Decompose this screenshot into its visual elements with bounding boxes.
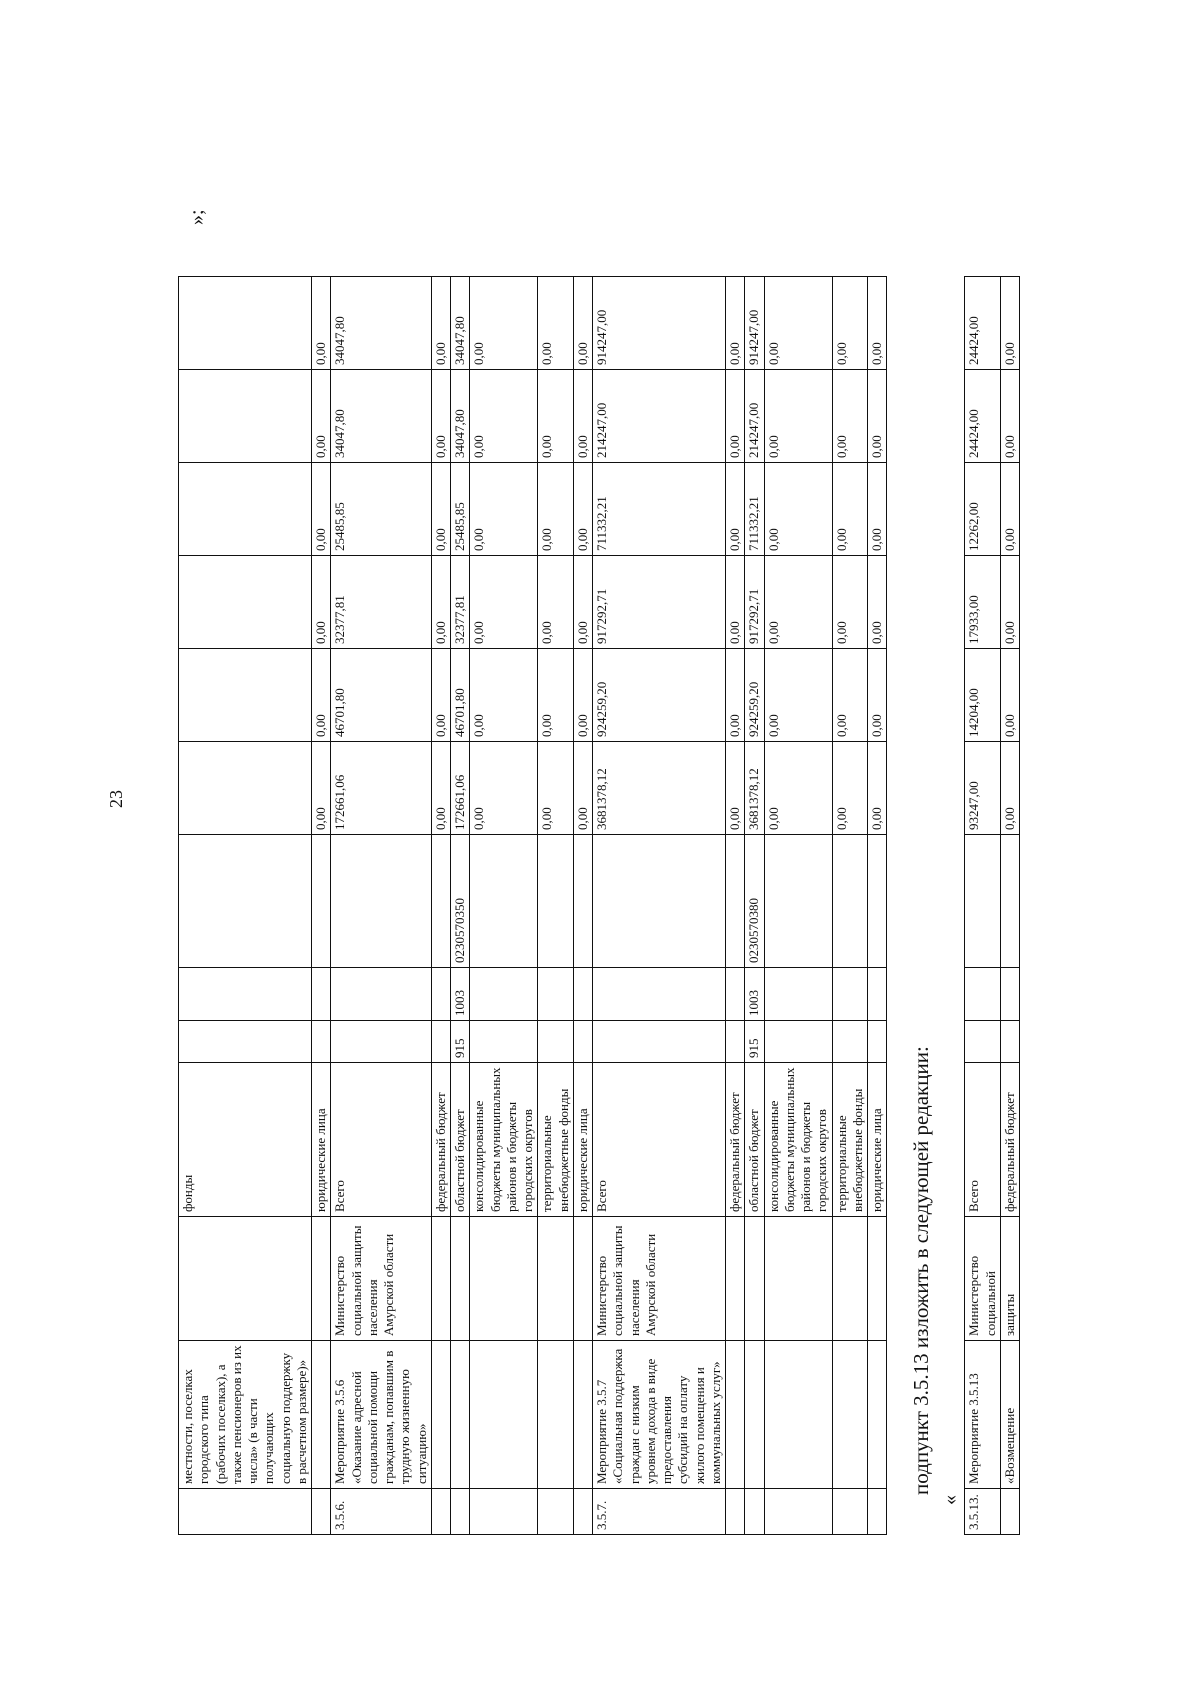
budget-table-cell (726, 1341, 745, 1489)
budget-table-cell: 0,00 (832, 649, 868, 742)
budget-table-cell: 0,00 (868, 556, 887, 649)
budget-table-cell (312, 1489, 331, 1535)
amended-table-cell: Мероприятие 3.5.13 (965, 1341, 1001, 1489)
budget-table-cell: 0,00 (868, 370, 887, 463)
budget-table-cell (431, 1217, 450, 1341)
budget-table-cell: 0,00 (764, 742, 832, 835)
budget-table-cell: 0,00 (832, 556, 868, 649)
budget-table-cell: 34047,80 (451, 370, 470, 463)
budget-table-cell: 0,00 (312, 556, 331, 649)
rotated-content (178, 135, 1200, 1535)
amended-table-row (965, 277, 1001, 1535)
budget-table-cell: 0,00 (764, 370, 832, 463)
budget-table-cell (726, 1217, 745, 1341)
budget-table-cell (331, 835, 432, 968)
budget-table-cell (573, 1489, 592, 1535)
amended-table-cell: 3.5.13. (965, 1489, 1001, 1535)
budget-table-cell (868, 1341, 887, 1489)
budget-table-cell: 0,00 (573, 277, 592, 370)
budget-table-cell (431, 1489, 450, 1535)
budget-table-cell: 0,00 (832, 742, 868, 835)
budget-table-cell: 0,00 (573, 556, 592, 649)
budget-table-cell: 1003 (451, 968, 470, 1021)
budget-table-cell: 0,00 (868, 277, 887, 370)
budget-table-cell: 34047,80 (451, 277, 470, 370)
budget-table-cell: 0,00 (470, 277, 538, 370)
budget-table-cell (726, 968, 745, 1021)
budget-table-row (726, 277, 745, 1535)
budget-table-cell: 914247,00 (593, 277, 726, 370)
amended-table-cell: 0,00 (1000, 556, 1019, 649)
budget-table-cell (179, 968, 312, 1021)
budget-table-cell: 0,00 (832, 277, 868, 370)
budget-table-cell (312, 835, 331, 968)
budget-table-cell (538, 1341, 574, 1489)
budget-table-cell (832, 1021, 868, 1063)
budget-table-row (593, 277, 726, 1535)
budget-table-cell (764, 1021, 832, 1063)
budget-table-cell: 917292,71 (593, 556, 726, 649)
budget-table-cell: 711332,21 (593, 463, 726, 556)
budget-table-cell: 1003 (745, 968, 764, 1021)
budget-table-cell (726, 835, 745, 968)
budget-table-cell (593, 968, 726, 1021)
budget-table-cell (573, 1341, 592, 1489)
budget-table-cell (764, 1341, 832, 1489)
budget-table-cell: 0230570380 (745, 835, 764, 968)
amended-table (964, 276, 1020, 1535)
budget-table-cell (431, 835, 450, 968)
budget-table-cell: 711332,21 (745, 463, 764, 556)
amended-table-row (1000, 277, 1019, 1535)
budget-table-cell: 25485,85 (331, 463, 432, 556)
budget-table-cell: 172661,06 (331, 742, 432, 835)
amended-table-cell: Всего (965, 1063, 1001, 1217)
budget-table-cell: 0,00 (312, 277, 331, 370)
budget-table-cell (312, 1341, 331, 1489)
amended-table-cell: 0,00 (1000, 463, 1019, 556)
budget-table-cell: 0,00 (868, 463, 887, 556)
budget-table-cell: 0,00 (312, 370, 331, 463)
budget-table-cell: Мероприятие 3.5.7 «Социальная поддержка граждан с низким уровнем дохода в виде предоставления субсидий на оплату жилого помещения и коммунальных услуг» (593, 1341, 726, 1489)
budget-table-cell: 25485,85 (451, 463, 470, 556)
budget-table-cell (593, 1021, 726, 1063)
budget-table-cell: 0,00 (764, 556, 832, 649)
budget-table-cell: 0,00 (726, 463, 745, 556)
budget-table-cell (573, 1217, 592, 1341)
budget-table-cell: 0230570350 (451, 835, 470, 968)
budget-table-cell: консолидированные бюджеты муниципальных районов и бюджеты городских округов (764, 1063, 832, 1217)
budget-table-cell: Министерство социальной защиты населения Амурской области (593, 1217, 726, 1341)
budget-table-cell (832, 1489, 868, 1535)
budget-table-cell: 917292,71 (745, 556, 764, 649)
amended-table-cell: защиты (1000, 1217, 1019, 1341)
budget-table-cell: 0,00 (726, 556, 745, 649)
budget-table-cell: 3.5.6. (331, 1489, 432, 1535)
budget-table-cell (868, 1489, 887, 1535)
budget-table-cell: 32377,81 (331, 556, 432, 649)
amended-table-cell (965, 1021, 1001, 1063)
budget-table-cell (312, 968, 331, 1021)
budget-table-cell: 0,00 (726, 370, 745, 463)
budget-table-cell: 0,00 (312, 649, 331, 742)
budget-table-cell: 0,00 (832, 463, 868, 556)
budget-table-cell: 0,00 (538, 277, 574, 370)
budget-table-cell: юридические лица (312, 1063, 331, 1217)
page-number: 23 (106, 790, 126, 808)
amended-table-cell (965, 835, 1001, 968)
budget-table-cell (451, 1341, 470, 1489)
budget-table-cell (470, 968, 538, 1021)
amended-table-cell: «Возмещение (1000, 1341, 1019, 1489)
budget-table-cell: 0,00 (538, 370, 574, 463)
budget-table-cell: Всего (331, 1063, 432, 1217)
budget-table-cell: территориальные внебюджетные фонды (538, 1063, 574, 1217)
budget-table-cell: 0,00 (312, 463, 331, 556)
budget-table-cell (179, 1021, 312, 1063)
budget-table-cell: 0,00 (431, 649, 450, 742)
budget-table-cell: Министерство социальной защиты населения Амурской области (331, 1217, 432, 1341)
budget-table-cell (726, 1021, 745, 1063)
amended-table-cell: 24424,00 (965, 370, 1001, 463)
budget-table-cell: 34047,80 (331, 370, 432, 463)
budget-table-cell (573, 968, 592, 1021)
amended-table-cell: 0,00 (1000, 649, 1019, 742)
amended-table-cell (965, 968, 1001, 1021)
budget-table-cell (179, 742, 312, 835)
budget-table-cell: 0,00 (470, 742, 538, 835)
budget-table-cell (764, 1217, 832, 1341)
budget-table-cell: 0,00 (470, 370, 538, 463)
budget-table-cell: 0,00 (868, 649, 887, 742)
budget-table-cell (745, 1341, 764, 1489)
budget-table-cell: 0,00 (538, 742, 574, 835)
budget-table-cell (868, 968, 887, 1021)
budget-table-cell: 0,00 (832, 370, 868, 463)
budget-table-cell: 3.5.7. (593, 1489, 726, 1535)
amended-table-cell: 0,00 (1000, 277, 1019, 370)
budget-table-cell: консолидированные бюджеты муниципальных районов и бюджеты городских округов (470, 1063, 538, 1217)
budget-table-cell (179, 649, 312, 742)
budget-table-cell: федеральный бюджет (726, 1063, 745, 1217)
budget-table-cell: 915 (745, 1021, 764, 1063)
budget-table-cell: 0,00 (431, 463, 450, 556)
budget-table-row (745, 277, 764, 1535)
amended-table-cell: 12262,00 (965, 463, 1001, 556)
budget-table-cell: 3681378,12 (745, 742, 764, 835)
budget-table-cell (868, 835, 887, 968)
budget-table-row (431, 277, 450, 1535)
budget-table-row (538, 277, 574, 1535)
budget-table-cell: 172661,06 (451, 742, 470, 835)
budget-table-row (331, 277, 432, 1535)
budget-table-cell (431, 1341, 450, 1489)
budget-table-cell: 915 (451, 1021, 470, 1063)
amended-table-cell: 24424,00 (965, 277, 1001, 370)
budget-table-cell (832, 835, 868, 968)
budget-table-row (764, 277, 832, 1535)
budget-table-cell (431, 968, 450, 1021)
budget-table-cell (451, 1489, 470, 1535)
budget-table-cell: 214247,00 (593, 370, 726, 463)
opening-quote: « (939, 1495, 962, 1505)
budget-table-row (451, 277, 470, 1535)
budget-table-cell: 0,00 (538, 556, 574, 649)
budget-table-cell: 0,00 (431, 277, 450, 370)
budget-table-cell: 0,00 (538, 649, 574, 742)
budget-table-cell (179, 556, 312, 649)
budget-table-cell: 0,00 (538, 463, 574, 556)
amended-table-cell: 0,00 (1000, 742, 1019, 835)
budget-table-cell: юридические лица (868, 1063, 887, 1217)
budget-table-cell (179, 1489, 312, 1535)
budget-table-cell: 0,00 (573, 370, 592, 463)
budget-table-cell (179, 463, 312, 556)
budget-table-cell: 0,00 (573, 463, 592, 556)
budget-table-cell: Мероприятие 3.5.6 «Оказание адресной социальной помощи гражданам, попавшим в трудную жизненную ситуацию» (331, 1341, 432, 1489)
budget-table-cell: 0,00 (726, 277, 745, 370)
budget-table-cell: 3681378,12 (593, 742, 726, 835)
budget-table-cell: 924259,20 (593, 649, 726, 742)
budget-table-cell: 46701,80 (331, 649, 432, 742)
budget-table-cell (832, 968, 868, 1021)
budget-table-cell (179, 835, 312, 968)
budget-table-cell (538, 1021, 574, 1063)
budget-table-cell (832, 1341, 868, 1489)
budget-table-cell (745, 1489, 764, 1535)
budget-table-cell (431, 1021, 450, 1063)
budget-table-cell: юридические лица (573, 1063, 592, 1217)
budget-table-cell (764, 1489, 832, 1535)
budget-table-cell: 0,00 (868, 742, 887, 835)
budget-table-cell (312, 1217, 331, 1341)
budget-table-cell: федеральный бюджет (431, 1063, 450, 1217)
budget-table-cell (538, 1217, 574, 1341)
budget-table-cell (868, 1021, 887, 1063)
budget-table-cell: 0,00 (764, 277, 832, 370)
budget-table-cell: Всего (593, 1063, 726, 1217)
budget-table-cell (470, 1489, 538, 1535)
budget-table-row (832, 277, 868, 1535)
budget-table-row (179, 277, 312, 1535)
budget-table (178, 276, 887, 1535)
budget-table-cell (745, 1217, 764, 1341)
budget-table-cell (470, 1341, 538, 1489)
budget-table-cell (726, 1489, 745, 1535)
amended-table-cell (1000, 968, 1019, 1021)
amended-table-cell (1000, 835, 1019, 968)
budget-table-cell: 46701,80 (451, 649, 470, 742)
budget-table-cell (470, 1021, 538, 1063)
budget-table-cell: 0,00 (726, 649, 745, 742)
amended-table-cell: Министерство социальной (965, 1217, 1001, 1341)
budget-table-cell (331, 968, 432, 1021)
budget-table-cell: 0,00 (312, 742, 331, 835)
budget-table-cell (573, 1021, 592, 1063)
budget-table-row (312, 277, 331, 1535)
budget-table-cell: 914247,00 (745, 277, 764, 370)
budget-table-cell: 214247,00 (745, 370, 764, 463)
amended-table-cell: федеральный бюджет (1000, 1063, 1019, 1217)
budget-table-cell (470, 1217, 538, 1341)
budget-table-cell: 32377,81 (451, 556, 470, 649)
amended-table-cell: 17933,00 (965, 556, 1001, 649)
budget-table-cell: 0,00 (470, 649, 538, 742)
budget-table-cell: территориальные внебюджетные фонды (832, 1063, 868, 1217)
budget-table-cell (312, 1021, 331, 1063)
budget-table-cell (179, 1217, 312, 1341)
budget-table-cell: 924259,20 (745, 649, 764, 742)
budget-table-cell: 34047,80 (331, 277, 432, 370)
budget-table-cell: местности, поселках городского типа (рабочих поселках), а также пенсионеров из их числа» (в части получающих социальную поддержку в расчетном размере)» (179, 1341, 312, 1489)
budget-table-cell (179, 370, 312, 463)
budget-table-cell (832, 1217, 868, 1341)
budget-table-cell: 0,00 (470, 463, 538, 556)
budget-table-cell (593, 835, 726, 968)
amendment-heading: подпункт 3.5.13 изложить в следующей редакции: (909, 1046, 934, 1495)
amended-table-cell: 0,00 (1000, 370, 1019, 463)
amended-table-cell: 93247,00 (965, 742, 1001, 835)
budget-table-cell: 0,00 (726, 742, 745, 835)
amended-table-cell (1000, 1021, 1019, 1063)
budget-table-cell (331, 1021, 432, 1063)
closing-quote: »; (186, 209, 208, 225)
amended-table-cell (1000, 1489, 1019, 1535)
budget-table-cell (470, 835, 538, 968)
budget-table-cell: 0,00 (573, 649, 592, 742)
budget-table-cell: областной бюджет (451, 1063, 470, 1217)
budget-table-cell: 0,00 (431, 370, 450, 463)
budget-table-cell (538, 1489, 574, 1535)
budget-table-row (470, 277, 538, 1535)
budget-table-cell: областной бюджет (745, 1063, 764, 1217)
budget-table-cell (179, 277, 312, 370)
budget-table-cell: 0,00 (764, 649, 832, 742)
amended-table-cell: 14204,00 (965, 649, 1001, 742)
budget-table-cell (764, 968, 832, 1021)
budget-table-cell: 0,00 (431, 556, 450, 649)
budget-table-row (868, 277, 887, 1535)
budget-table-cell: фонды (179, 1063, 312, 1217)
budget-table-cell (573, 835, 592, 968)
budget-table-cell: 0,00 (470, 556, 538, 649)
budget-table-cell (538, 835, 574, 968)
budget-table-cell (451, 1217, 470, 1341)
budget-table-cell: 0,00 (431, 742, 450, 835)
budget-table-cell (868, 1217, 887, 1341)
budget-table-cell: 0,00 (764, 463, 832, 556)
budget-table-cell: 0,00 (573, 742, 592, 835)
budget-table-cell (764, 835, 832, 968)
budget-table-row (573, 277, 592, 1535)
budget-table-cell (538, 968, 574, 1021)
